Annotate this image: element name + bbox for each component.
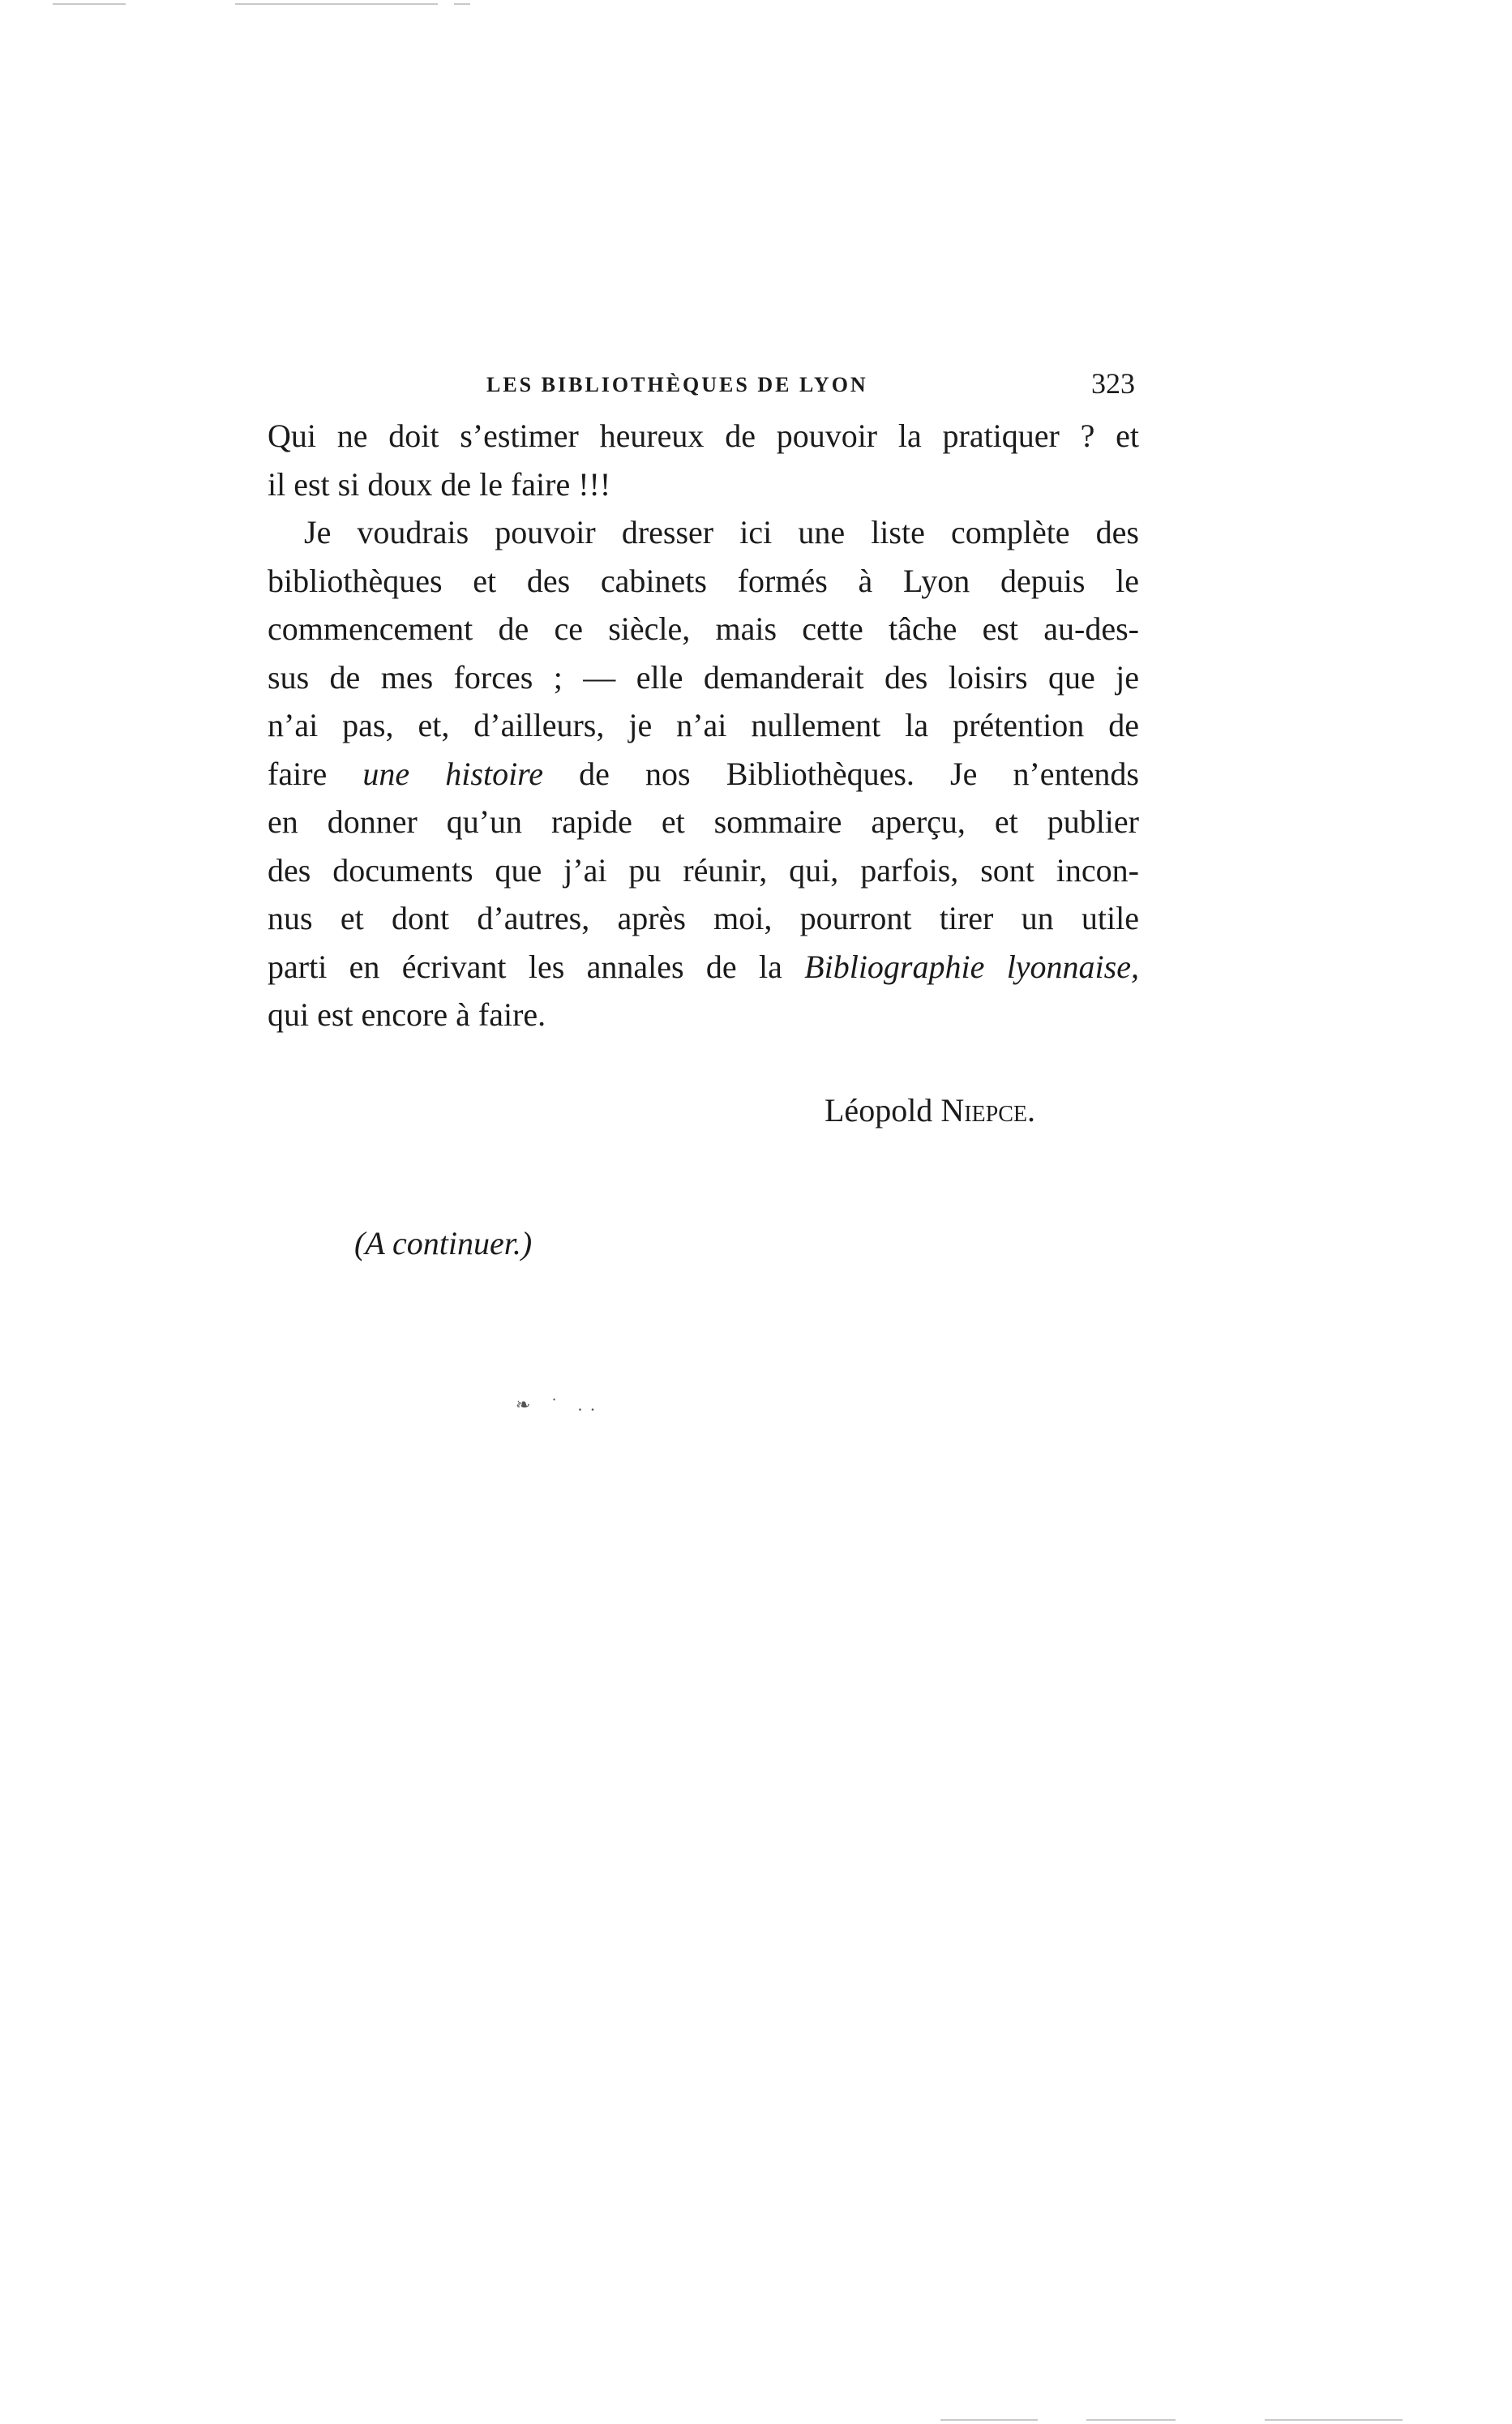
continued-note: (A continuer.) [354, 1225, 533, 1261]
italic-title: Bibliographie lyonnaise, [804, 948, 1139, 985]
running-head-title: LES BIBLIOTHÈQUES DE LYON [486, 373, 868, 396]
scan-artifact-bottom [1086, 2419, 1176, 2421]
body-text [268, 412, 1139, 1039]
page-number: 323 [1091, 367, 1135, 400]
author-last-name: Niepce. [940, 1092, 1035, 1128]
text-line: en donner qu’un rapide et sommaire aperçu, et publier [268, 803, 1139, 840]
text-line: Qui ne doit s’estimer heureux de pouvoir la pratiquer ? et [268, 418, 1139, 454]
scan-artifact-top [454, 3, 470, 5]
ornament-mark: ❧ ˙ .. [516, 1394, 603, 1415]
text-segment: de nos Bibliothèques. Je n’entends [543, 755, 1139, 792]
text-segment: parti en écrivant les annales de la [268, 948, 805, 985]
author-signature [825, 1091, 1035, 1129]
text-line [268, 750, 1139, 799]
scan-artifact-bottom [940, 2419, 1038, 2421]
text-line: sus de mes forces ; — elle demanderait des loisirs que je [268, 658, 1139, 696]
text-segment: faire [268, 755, 363, 792]
scan-artifact-top [53, 3, 126, 5]
text-line: il est si doux de le faire !!! [268, 465, 611, 503]
text-line: qui est encore à faire. [268, 996, 546, 1033]
author-first-name: Léopold [825, 1092, 941, 1128]
text-line: des documents que j’ai pu réunir, qui, parfois, sont incon- [268, 851, 1139, 889]
running-head [268, 366, 1135, 407]
text-line: commencement de ce siècle, mais cette tâche est au-des- [268, 610, 1139, 647]
scan-artifact-top [235, 3, 438, 5]
text-line [268, 943, 1139, 991]
text-line: Je voudrais pouvoir dresser ici une liste complète des [304, 514, 1139, 550]
text-line: nus et dont d’autres, après moi, pourront tirer un utile [268, 900, 1139, 936]
text-line: bibliothèques et des cabinets formés à Lyon depuis le [268, 562, 1139, 599]
text-line: n’ai pas, et, d’ailleurs, je n’ai nullement la prétention de [268, 707, 1139, 743]
scan-artifact-bottom [1265, 2419, 1403, 2421]
italic-title: une histoire [362, 755, 544, 792]
